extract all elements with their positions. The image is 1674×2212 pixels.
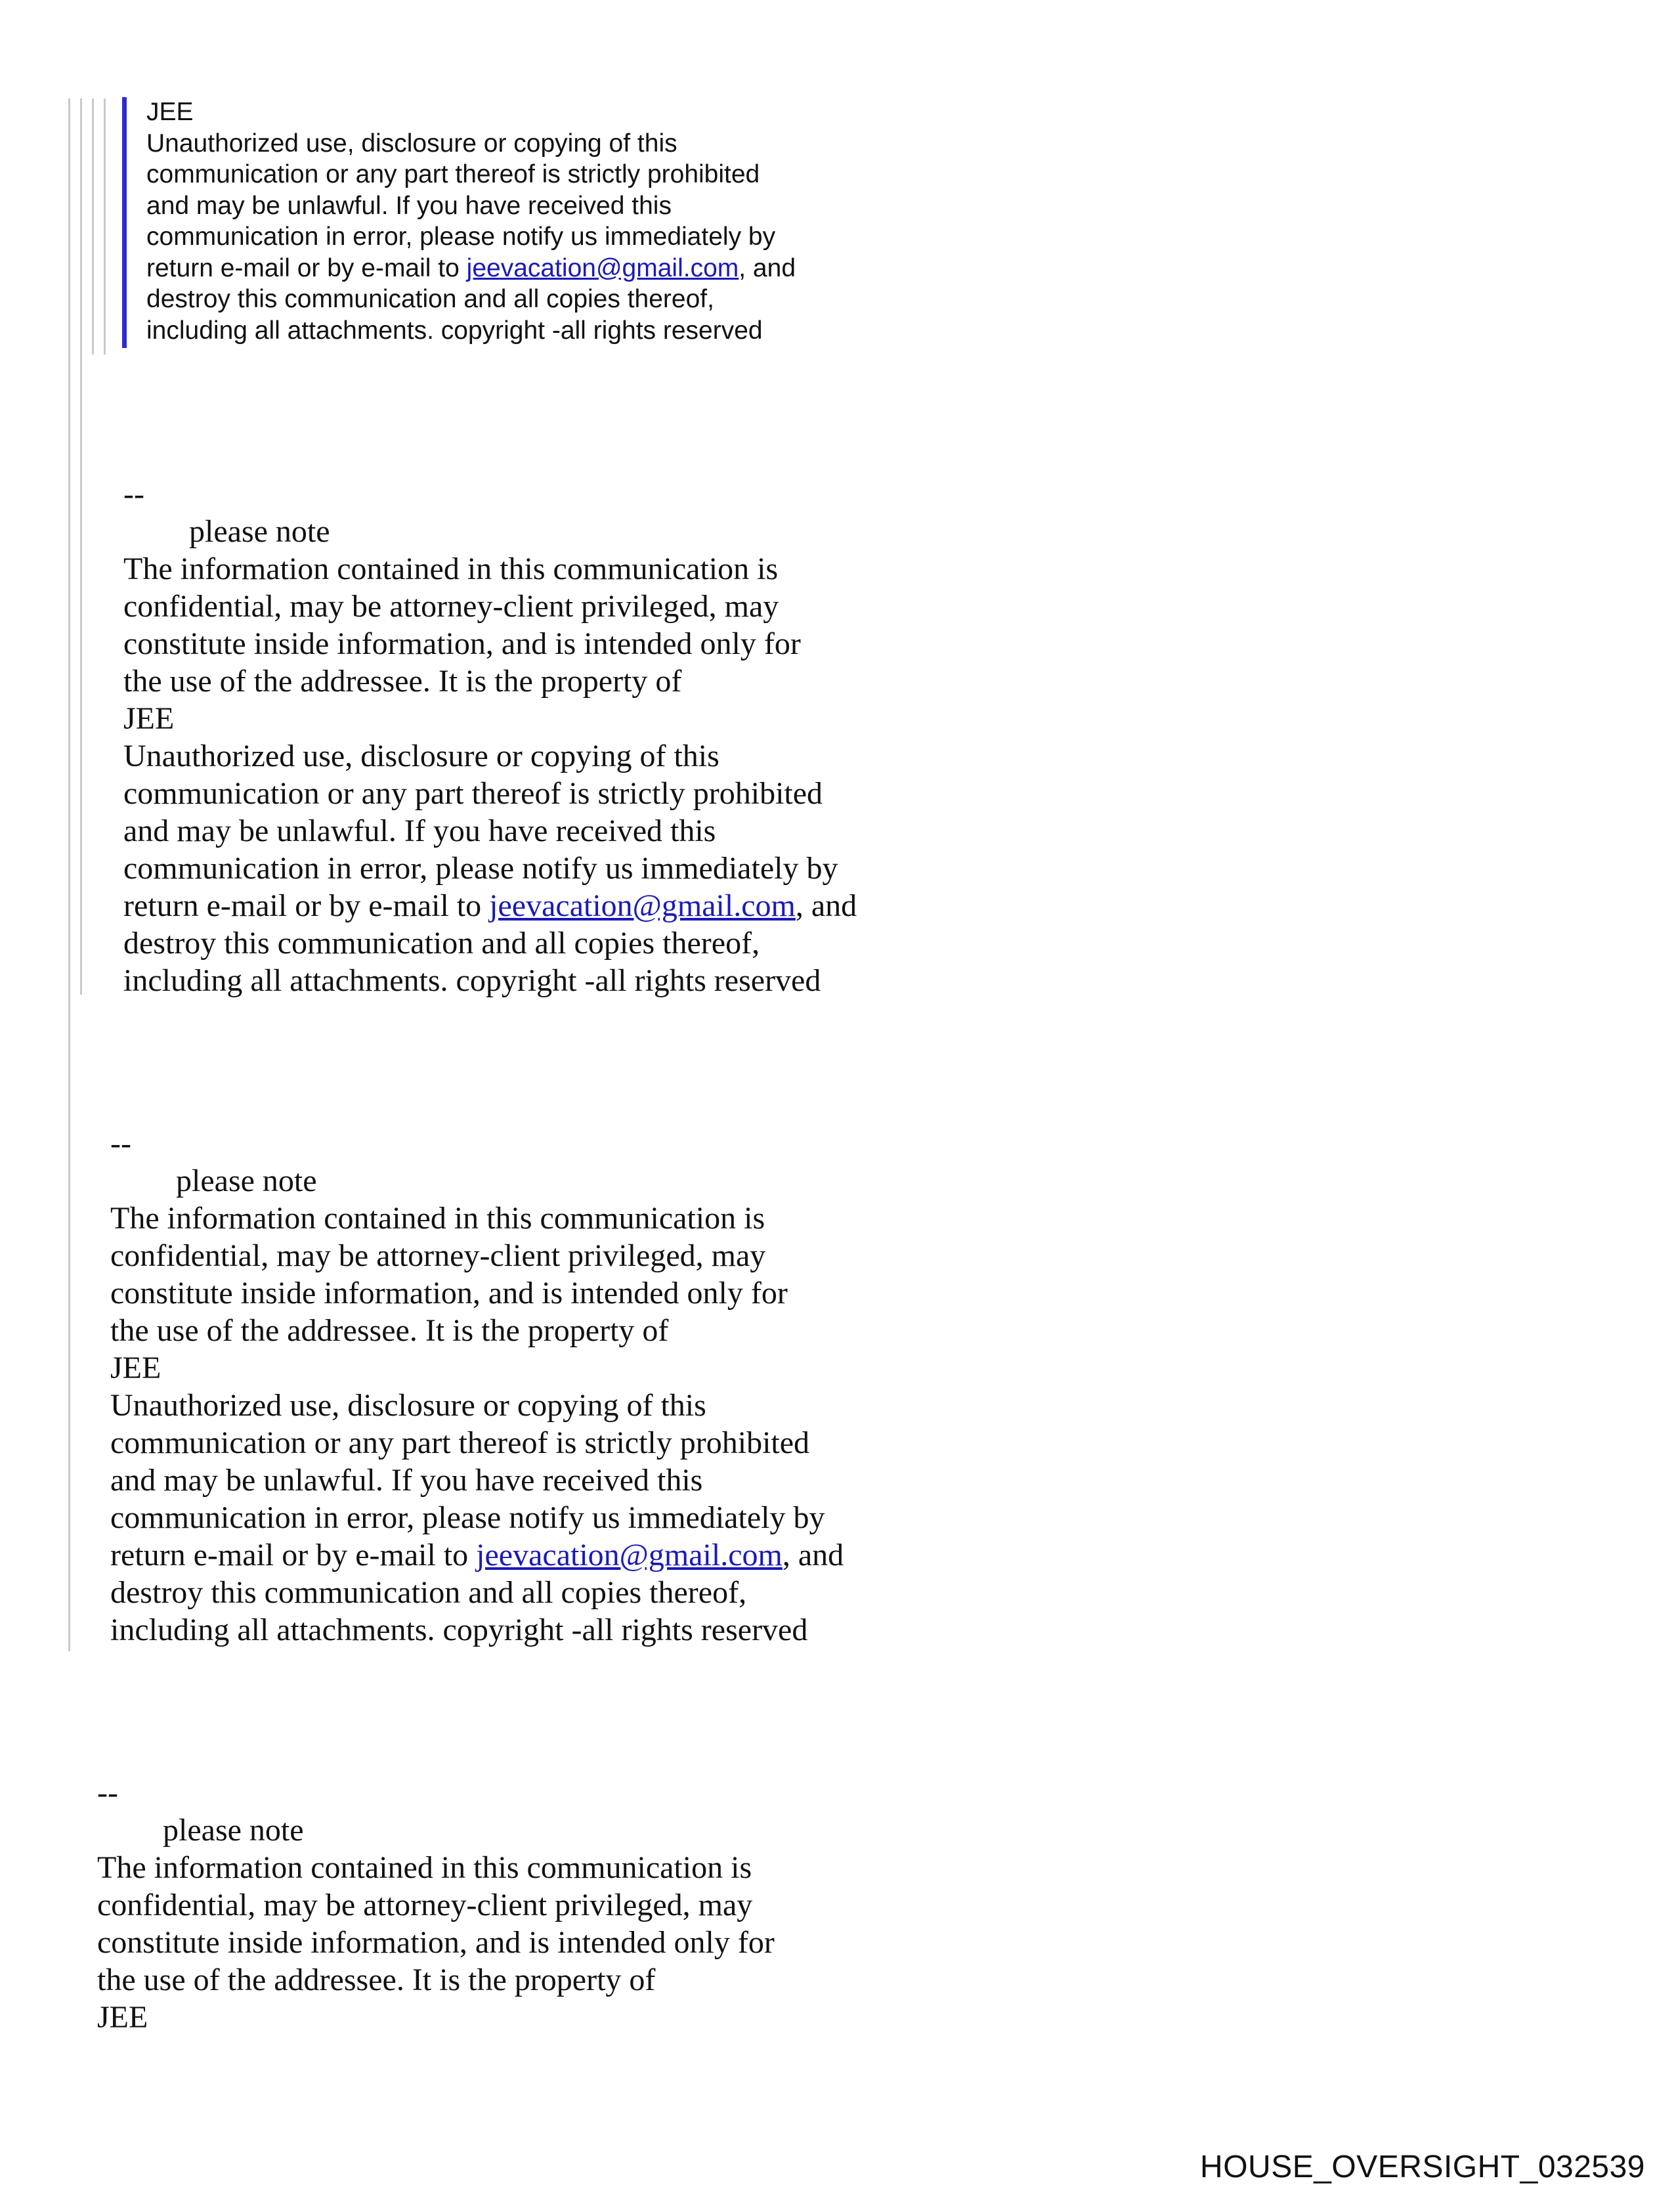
quoted-line: communication in error, please notify us immediately by (146, 223, 776, 251)
disclaimer-line: destroy this communication and all copies thereof, (123, 926, 760, 961)
disclaimer-line: confidential, may be attorney-client privileged, may (97, 1888, 753, 1922)
disclaimer-line: and may be unlawful. If you have received this (123, 813, 716, 848)
signature-block (110, 1125, 844, 1649)
signature-block (97, 1774, 775, 2036)
quoted-disclaimer (146, 97, 796, 346)
email-link[interactable]: jeevacation@gmail.com (476, 1538, 783, 1572)
signature-block (123, 475, 857, 999)
quote-rail (68, 355, 70, 1651)
disclaimer-line: including all attachments. copyright -all rights reserved (123, 963, 821, 998)
quote-rail (80, 98, 82, 355)
disclaimer-line: JEE (110, 1351, 161, 1385)
disclaimer-line: communication in error, please notify us immediately by (110, 1500, 825, 1535)
disclaimer-line: communication or any part thereof is strictly prohibited (110, 1425, 810, 1460)
bates-number: HOUSE_OVERSIGHT_032539 (1200, 2150, 1645, 2184)
disclaimer-line: constitute inside information, and is intended only for (97, 1925, 775, 1960)
quoted-line: Unauthorized use, disclosure or copying of this (146, 129, 677, 158)
disclaimer-line: the use of the addressee. It is the property of (110, 1313, 669, 1348)
disclaimer-line: constitute inside information, and is intended only for (110, 1276, 788, 1311)
quote-rail (68, 98, 70, 355)
disclaimer-line: The information contained in this communication is (123, 552, 779, 586)
disclaimer-line: confidential, may be attorney-client privileged, may (123, 589, 779, 624)
disclaimer-line: communication in error, please notify us immediately by (123, 851, 838, 886)
disclaimer-line: confidential, may be attorney-client privileged, may (110, 1238, 766, 1273)
quoted-return-line: return e-mail or by e-mail to jeevacation@gmail.com, and (146, 253, 796, 282)
disclaimer-line: Unauthorized use, disclosure or copying of this (123, 739, 719, 773)
return-line: return e-mail or by e-mail to jeevacation@gmail.com, and (110, 1538, 844, 1572)
email-link[interactable]: jeevacation@gmail.com (489, 888, 796, 923)
email-link[interactable]: jeevacation@gmail.com (466, 253, 739, 282)
disclaimer-line: and may be unlawful. If you have received this (110, 1463, 703, 1498)
quoted-line: destroy this communication and all copies thereof, (146, 285, 714, 313)
signature-separator: -- (97, 1775, 118, 1810)
signature-separator: -- (110, 1126, 131, 1161)
quote-rail (80, 355, 82, 995)
signature-separator: -- (123, 477, 144, 511)
quote-rail (92, 98, 94, 355)
disclaimer-line: The information contained in this communication is (110, 1201, 765, 1236)
disclaimer-line: JEE (123, 701, 175, 736)
quoted-line: JEE (146, 98, 194, 126)
disclaimer-line: including all attachments. copyright -all rights reserved (110, 1613, 808, 1647)
disclaimer-line: JEE (97, 2000, 148, 2035)
quoted-line: including all attachments. copyright -all rights reserved (146, 316, 763, 345)
quote-rail (104, 98, 106, 355)
disclaimer-line: the use of the addressee. It is the property of (123, 664, 682, 699)
disclaimer-line: the use of the addressee. It is the property of (97, 1963, 656, 1997)
disclaimer-line: The information contained in this communication is (97, 1850, 752, 1885)
disclaimer-line: destroy this communication and all copies thereof, (110, 1575, 747, 1610)
please-note: please note (176, 1163, 317, 1198)
quoted-line: and may be unlawful. If you have received this (146, 191, 672, 220)
disclaimer-line: constitute inside information, and is intended only for (123, 626, 801, 661)
disclaimer-line: communication or any part thereof is strictly prohibited (123, 776, 823, 811)
please-note: please note (163, 1813, 304, 1848)
disclaimer-line: Unauthorized use, disclosure or copying of this (110, 1388, 706, 1423)
return-line: return e-mail or by e-mail to jeevacation@gmail.com, and (123, 888, 857, 923)
quote-bar (122, 97, 127, 348)
please-note: please note (189, 514, 330, 549)
quoted-line: communication or any part thereof is strictly prohibited (146, 160, 760, 188)
